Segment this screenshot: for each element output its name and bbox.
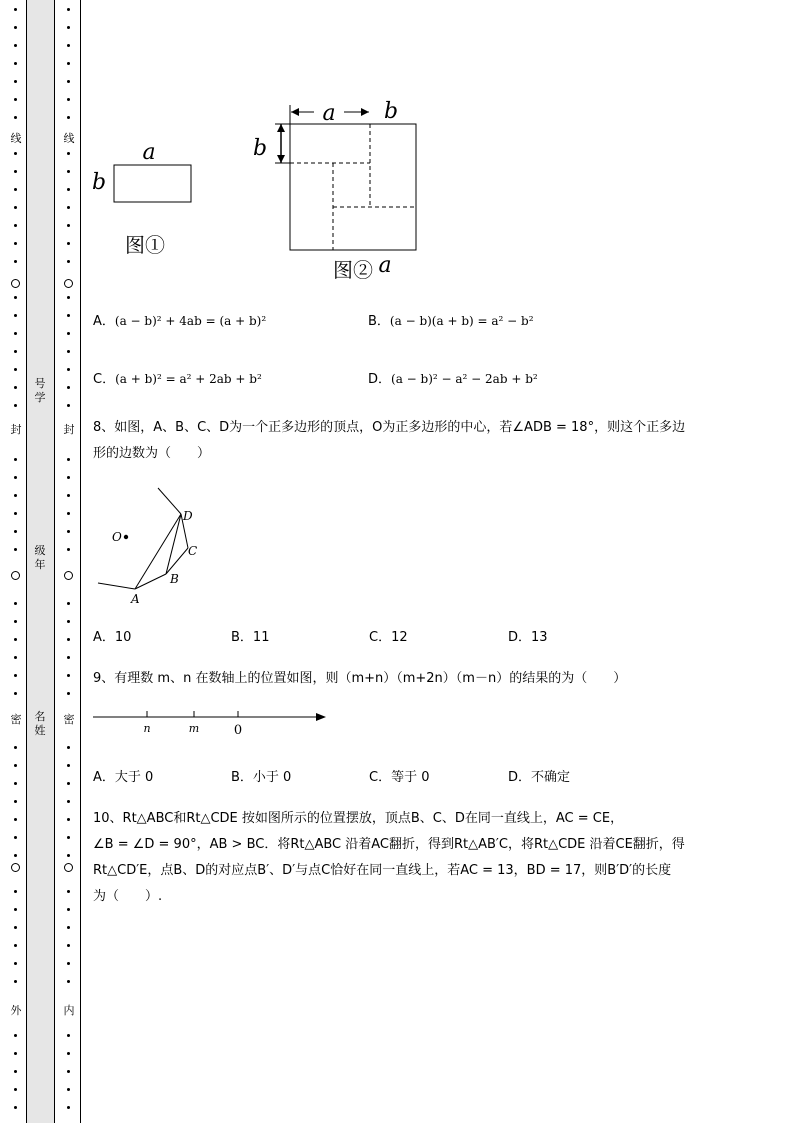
outer-circle-3: [11, 863, 20, 872]
q8-label-a: A: [131, 592, 140, 606]
q9-option-b[interactable]: B．小于 0: [231, 770, 292, 785]
fig2-label-a-bottom: a: [378, 253, 392, 278]
fig2-label-a-top: a: [322, 101, 336, 126]
q8-stem: [93, 415, 753, 467]
q9-label-n: n: [143, 722, 151, 735]
q8-label-b: B: [170, 572, 179, 586]
outer-circle-2: [11, 571, 20, 580]
q8-option-b[interactable]: B．11: [231, 630, 270, 645]
field-label-student-number: 号学: [34, 377, 46, 404]
q8-label-c: C: [188, 544, 198, 558]
inner-mark-mi: 密: [63, 713, 75, 726]
q8-polygon-figure: [90, 482, 220, 612]
q7-option-c-expr: (a + b)² = a² + 2ab + b²: [115, 372, 262, 386]
q7-option-d[interactable]: [368, 370, 538, 389]
fig1-label-b: b: [91, 170, 107, 195]
q9-option-d[interactable]: D．不确定: [508, 770, 571, 785]
outer-mark-xian: 线: [10, 132, 22, 145]
inner-mark-feng: 封: [63, 423, 75, 436]
fig1-label-a: a: [142, 140, 156, 165]
fig2-label-b-left: b: [252, 136, 268, 161]
q7-option-a-expr: (a − b)² + 4ab = (a + b)²: [114, 314, 267, 328]
q8-option-a[interactable]: A．10: [93, 630, 132, 645]
q8-label-d: D: [183, 509, 193, 523]
q7-option-c[interactable]: [93, 370, 262, 389]
fig2-label-b-top: b: [383, 99, 399, 124]
q7-option-a[interactable]: [93, 312, 266, 331]
fig1-rectangle: [114, 165, 191, 202]
q7-option-a-label: A．: [93, 314, 115, 329]
q9-option-c[interactable]: C．等于 0: [369, 770, 430, 785]
q9-label-m: m: [188, 722, 200, 735]
inner-mark-nei: 内: [63, 1004, 75, 1017]
q9-number-line: [90, 705, 330, 740]
q10-stem: [93, 806, 753, 910]
q8-line-2: 形的边数为（ ）: [93, 446, 211, 461]
q10-line-3: Rt△CD′E，点B、D的对应点B′、D′与点C恰好在同一直线上，若AC = 13，BD = 17，则B′D′的长度: [93, 863, 672, 878]
q7-option-b-label: B．: [368, 314, 390, 329]
outer-dotted-line: [11, 0, 21, 1123]
q9-option-a[interactable]: A．大于 0: [93, 770, 154, 785]
outer-mark-feng: 封: [10, 423, 22, 436]
q8-label-o: O: [112, 530, 122, 544]
q10-line-2: ∠B = ∠D = 90°，AB > BC．将Rt△ABC 沿着AC翻折，得到Rt△AB′C，将Rt△CDE 沿着CE翻折，得: [93, 837, 685, 852]
inner-dotted-line: [64, 0, 74, 1123]
q8-line-1: 8、如图，A、B、C、D为一个正多边形的顶点，O为正多边形的中心，若∠ADB = 18°，则这个正多边: [93, 420, 686, 435]
q7-option-b[interactable]: [368, 312, 534, 331]
inner-circle-2: [64, 571, 73, 580]
q7-figures: [85, 95, 435, 285]
q7-option-c-label: C．: [93, 372, 116, 387]
q7-option-d-label: D．: [368, 372, 392, 387]
fig2-square: [290, 124, 416, 250]
inner-mark-xian: 线: [63, 132, 75, 145]
q8-option-d[interactable]: D．13: [508, 630, 548, 645]
fig1-caption: 图①: [125, 233, 165, 257]
q9-stem: 9、有理数 m、n 在数轴上的位置如图，则（m+n）（m+2n）（m－n）的结果的为（ ）: [93, 671, 627, 686]
fig2-caption: 图②: [333, 258, 373, 282]
inner-circle-3: [64, 863, 73, 872]
q10-line-1: 10、Rt△ABC和Rt△CDE 按如图所示的位置摆放，顶点B、C、D在同一直线上，AC = CE，: [93, 811, 624, 826]
outer-circle-1: [11, 279, 20, 288]
field-label-name: 名姓: [34, 710, 46, 737]
outer-mark-wai: 外: [10, 1004, 22, 1017]
outer-mark-mi: 密: [10, 713, 22, 726]
field-label-grade: 级年: [34, 544, 46, 571]
q10-line-4: 为（ ）.: [93, 889, 163, 904]
inner-circle-1: [64, 279, 73, 288]
q7-option-b-expr: (a − b)(a + b) = a² − b²: [389, 314, 534, 328]
q8-option-c[interactable]: C．12: [369, 630, 408, 645]
q9-label-zero: 0: [233, 723, 243, 738]
fig2-dashed-lines: [290, 124, 416, 250]
margin-border-line: [80, 0, 81, 1123]
q7-option-d-expr: (a − b)² − a² − 2ab + b²: [391, 372, 538, 386]
